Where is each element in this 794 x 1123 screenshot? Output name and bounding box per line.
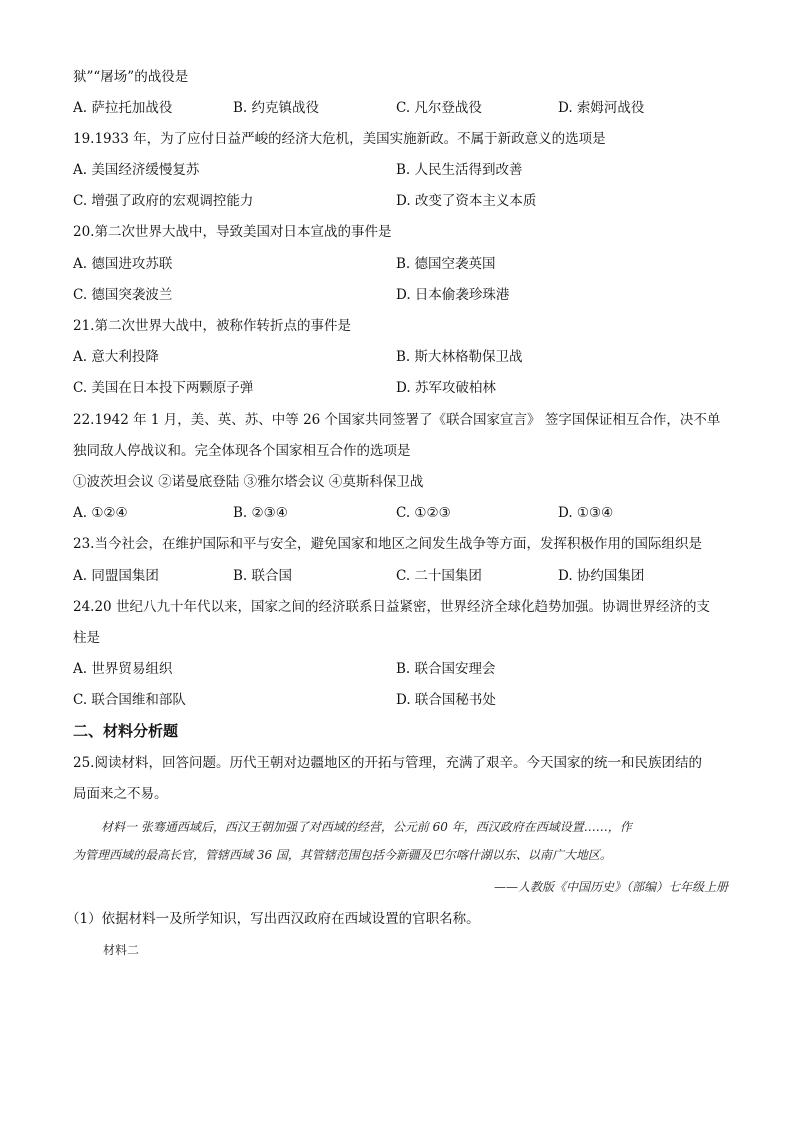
q23-option-a: A. 同盟国集团 <box>73 568 159 584</box>
q22-option-a: A. ①②④ <box>73 505 128 521</box>
q24-stem-continued: 柱是 <box>73 630 100 646</box>
q22-option-c: C. ①②③ <box>396 505 451 521</box>
question-fragment: 狱”“屠场”的战役是 <box>73 69 189 85</box>
q22-option-b: B. ②③④ <box>233 505 288 521</box>
q19-stem: 19.1933 年，为了应付日益严峻的经济大危机，美国实施新政。不属于新政意义的选项是 <box>73 131 606 147</box>
q19-option-b: B. 人民生活得到改善 <box>396 162 523 178</box>
q23-option-b: B. 联合国 <box>233 568 293 584</box>
section-title: 二、材料分析题 <box>73 722 179 740</box>
q18-option-a: A. 萨拉托加战役 <box>73 100 173 116</box>
q21-option-c: C. 美国在日本投下两颗原子弹 <box>73 380 254 396</box>
q20-option-a: A. 德国进攻苏联 <box>73 256 173 272</box>
q24-option-a: A. 世界贸易组织 <box>73 661 173 677</box>
q20-option-d: D. 日本偷袭珍珠港 <box>396 287 510 303</box>
q24-option-c: C. 联合国维和部队 <box>73 692 186 708</box>
q19-option-d: D. 改变了资本主义本质 <box>396 193 537 209</box>
q18-option-b: B. 约克镇战役 <box>233 100 320 116</box>
q18-option-c: C. 凡尔登战役 <box>396 100 482 116</box>
q21-stem: 21.第二次世界大战中，被称作转折点的事件是 <box>73 318 351 334</box>
q23-stem: 23.当今社会，在维护国际和平与安全，避免国家和地区之间发生战争等方面，发挥积极作用的国际组织是 <box>73 536 702 552</box>
q25-subquestion-1: （1）依据材料一及所学知识，写出西汉政府在西域设置的官职名称。 <box>66 911 480 927</box>
q19-option-a: A. 美国经济缓慢复苏 <box>73 162 200 178</box>
q20-option-b: B. 德国空袭英国 <box>396 256 496 272</box>
q23-option-c: C. 二十国集团 <box>396 568 482 584</box>
material-one-line2: 为管理西域的最高长官，管辖西域 36 国，其管辖范围包括今新疆及巴尔喀什湖以东、以南广大地区。 <box>73 848 612 862</box>
material-source: ——人教版《中国历史》（部编）七年级上册 <box>493 880 728 894</box>
q22-stem: 22.1942 年 1 月，美、英、苏、中等 26 个国家共同签署了《联合国家宣言》 签字国保证相互合作，决不单 <box>73 412 721 428</box>
q21-option-b: B. 斯大林格勒保卫战 <box>396 349 523 365</box>
q18-option-d: D. 索姆河战役 <box>558 100 645 116</box>
q24-option-b: B. 联合国安理会 <box>396 661 496 677</box>
q24-option-d: D. 联合国秘书处 <box>396 692 496 708</box>
q25-stem: 25.阅读材料，回答问题。历代王朝对边疆地区的开拓与管理，充满了艰辛。今天国家的统一和民族团结的 <box>73 755 702 771</box>
material-two-label: 材料二 <box>103 943 140 957</box>
q25-stem-continued: 局面来之不易。 <box>73 786 168 802</box>
material-one-line1: 材料一 张骞通西域后，西汉王朝加强了对西域的经营，公元前 60 年，西汉政府在西域设置……，作 <box>101 820 632 834</box>
q24-stem: 24.20 世纪八九十年代以来，国家之间的经济联系日益紧密，世界经济全球化趋势加强。协调世界经济的支 <box>73 599 710 615</box>
q19-option-c: C. 增强了政府的宏观调控能力 <box>73 193 254 209</box>
q22-items: ①波茨坦会议 ②诺曼底登陆 ③雅尔塔会议 ④莫斯科保卫战 <box>73 474 424 490</box>
q21-option-d: D. 苏军攻破柏林 <box>396 380 496 396</box>
q22-stem-continued: 独同敌人停战议和。完全体现各个国家相互合作的选项是 <box>73 443 411 459</box>
q20-option-c: C. 德国突袭波兰 <box>73 287 173 303</box>
q22-option-d: D. ①③④ <box>558 505 614 521</box>
q21-option-a: A. 意大利投降 <box>73 349 159 365</box>
q23-option-d: D. 协约国集团 <box>558 568 645 584</box>
q20-stem: 20.第二次世界大战中，导致美国对日本宣战的事件是 <box>73 224 392 240</box>
